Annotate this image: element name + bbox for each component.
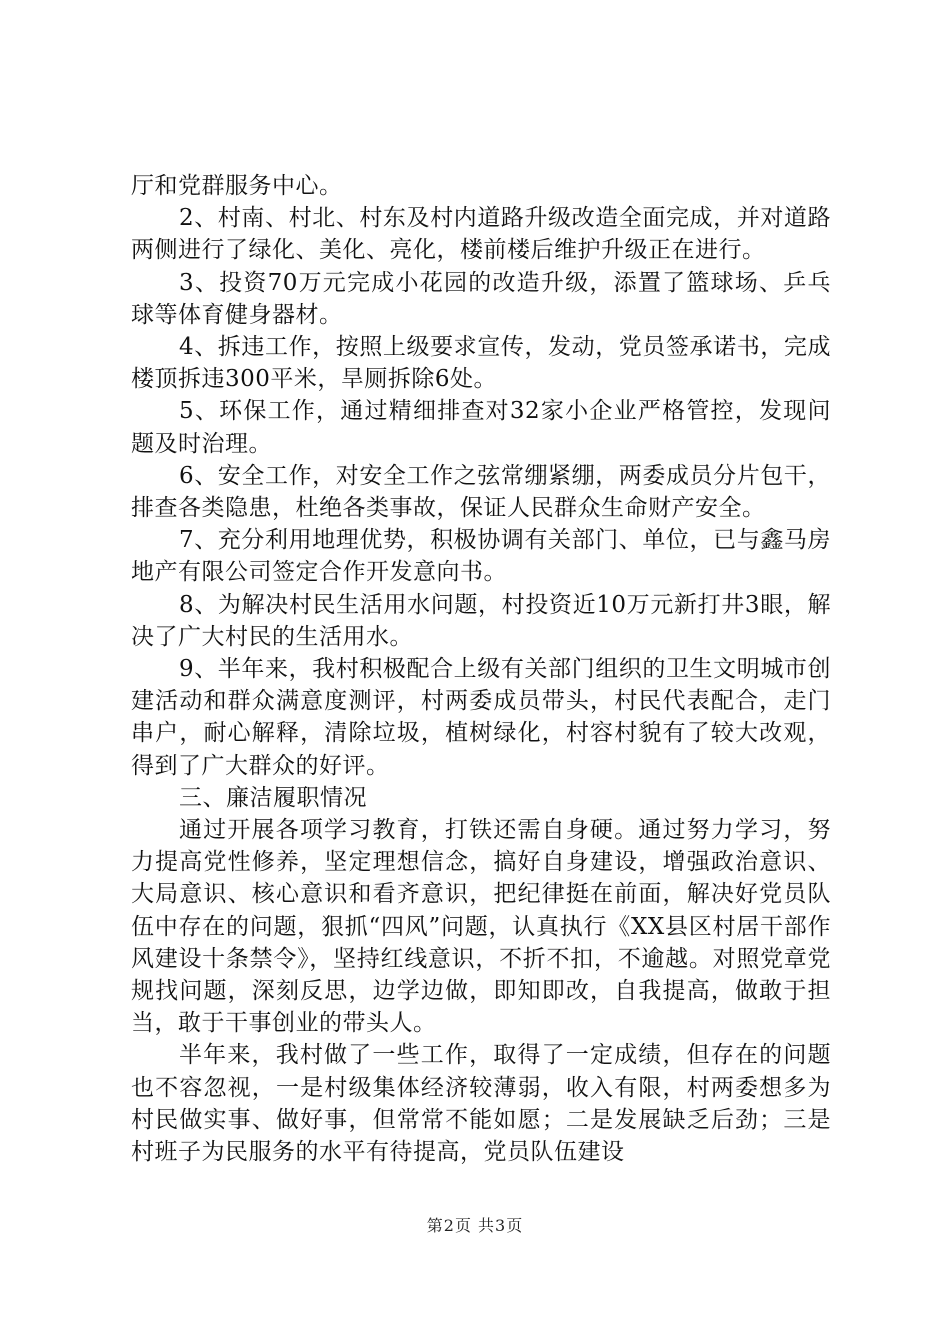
paragraph-item-8: 8、为解决村民生活用水问题，村投资近10万元新打井3眼，解决了广大村民的生活用水。 [131, 591, 831, 650]
paragraph-item-9: 9、半年来，我村积极配合上级有关部门组织的卫生文明城市创建活动和群众满意度测评，村两委成员带头，村民代表配合，走门串户，耐心解释，清除垃圾，植树绿化，村容村貌有了较大改观，得到了广大群众的好评。 [131, 656, 831, 779]
paragraph-continued: 厅和党群服务中心。 [131, 173, 343, 199]
paragraph-problems: 半年来，我村做了一些工作，取得了一定成绩，但存在的问题也不容忽视，一是村级集体经济较薄弱，收入有限，村两委想多为村民做实事、做好事，但常常不能如愿；二是发展缺乏后劲；三是村班子为民服务的水平有待提高，党员队伍建设 [131, 1042, 831, 1166]
paragraph-item-3: 3、投资70万元完成小花园的改造升级，添置了篮球场、乒乓球等体育健身器材。 [131, 269, 831, 328]
paragraph-item-5: 5、环保工作，通过精细排查对32家小企业严格管控，发现问题及时治理。 [131, 398, 831, 457]
paragraph-integrity: 通过开展各项学习教育，打铁还需自身硬。通过努力学习，努力提高党性修养，坚定理想信念，搞好自身建设，增强政治意识、大局意识、核心意识和看齐意识，把纪律挺在前面，解决好党员队伍中存在的问题，狠抓“四风”问题，认真执行《XX县区村居干部作风建设十条禁令》，坚持红线意识，不折不扣，不逾越。对照党章党规找问题，深刻反思，边学边做，即知即改，自我提高，做敢于担当，敢于干事创业的带头人。 [131, 817, 831, 1037]
paragraph-item-2: 2、村南、村北、村东及村内道路升级改造全面完成，并对道路两侧进行了绿化、美化、亮化，楼前楼后维护升级正在进行。 [131, 205, 831, 264]
paragraph-item-7: 7、充分利用地理优势，积极协调有关部门、单位，已与鑫马房地产有限公司签定合作开发意向书。 [131, 527, 831, 586]
document-body [131, 170, 831, 1168]
paragraph-item-6: 6、安全工作，对安全工作之弦常绷紧绷，两委成员分片包干，排查各类隐患，杜绝各类事故，保证人民群众生命财产安全。 [131, 462, 831, 522]
section-heading: 三、廉洁履职情况 [179, 784, 367, 811]
page-footer: 第2页 共3页 [426, 1216, 524, 1235]
paragraph-item-4: 4、拆违工作，按照上级要求宣传，发动，党员签承诺书，完成楼顶拆违300平米，旱厕拆除6处。 [131, 334, 831, 393]
